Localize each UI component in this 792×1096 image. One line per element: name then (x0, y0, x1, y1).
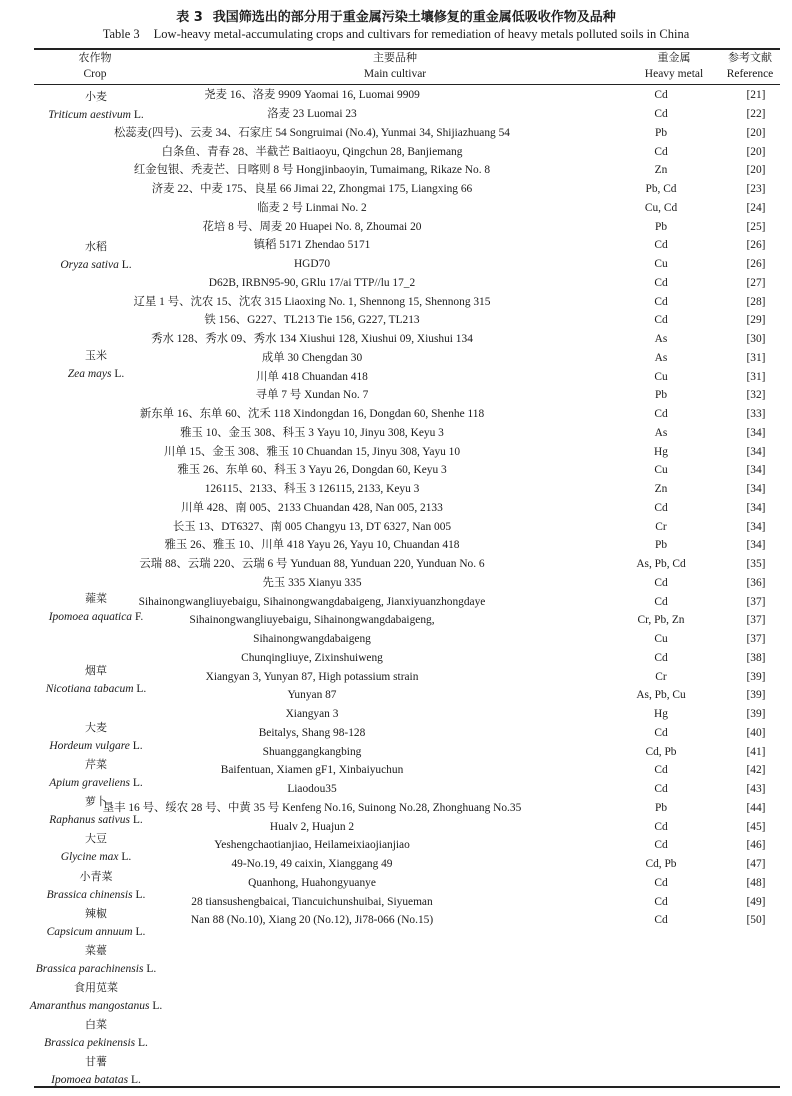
table-row (34, 161, 792, 180)
heavy-metal-cell: As (654, 333, 668, 346)
cultivar-cell: Hualv 2, Huajun 2 (269, 820, 355, 833)
heavy-metal-cell: Cd (654, 839, 668, 852)
crop-name-cn: 烟草 (85, 664, 107, 677)
cultivar-cell: Sihainongwangdabaigeng (253, 633, 371, 646)
cultivar-cell: 洛麦 23 Luomai 23 (267, 108, 357, 121)
heavy-metal-cell: Zn (654, 164, 668, 177)
crop-species: Brassica pekinensis (44, 1037, 136, 1049)
crop-species: Capsicum annuum (46, 926, 133, 938)
heavy-metal-cell: Cd (654, 876, 668, 889)
crop-name-latin (26, 1034, 166, 1052)
cultivar-cell: 花培 8 号、周麦 20 Huapei No. 8, Zhoumai 20 (202, 220, 422, 233)
crop-name-cn: 辣椒 (85, 907, 107, 920)
heavy-metal-cell: Cd (654, 501, 668, 514)
table-row (34, 311, 792, 330)
heavy-metal-cell: As, Pb, Cd (636, 558, 686, 571)
table-row (34, 236, 792, 255)
cultivar-cell: Yeshengchaotianjiao, Heilameixiaojianjiao (214, 839, 410, 852)
table-row (34, 761, 792, 780)
crop-name-latin (26, 997, 166, 1015)
cultivar-cell: Quanhong, Huahongyuanye (248, 876, 376, 889)
heavy-metal-cell: Zn (654, 483, 668, 496)
crop-name-cn: 食用苋菜 (74, 981, 118, 994)
crop-author: L. (136, 683, 147, 695)
reference-cell: [30] (746, 333, 766, 346)
reference-cell: [34] (746, 426, 766, 439)
table-row (34, 480, 792, 499)
reference-cell: [31] (746, 370, 766, 383)
cultivar-cell: 成单 30 Chengdan 30 (261, 351, 363, 364)
cultivar-cell: Yunyan 87 (287, 689, 337, 702)
heavy-metal-cell: Hg (654, 445, 668, 458)
crop-author: L. (121, 259, 132, 271)
reference-cell: [40] (746, 726, 766, 739)
reference-cell: [26] (746, 239, 766, 252)
heavy-metal-cell: Cd (654, 651, 668, 664)
table-row (34, 442, 792, 461)
crop-species: Raphanus sativus (49, 814, 131, 826)
crop-name-latin (26, 960, 166, 978)
reference-cell: [25] (746, 220, 766, 233)
cultivar-cell: 镇稻 5171 Zhendao 5171 (253, 239, 371, 252)
reference-cell: [47] (746, 858, 766, 871)
crop-author: L. (152, 1000, 163, 1012)
crop-label (26, 1016, 166, 1052)
header-metal-en: Heavy metal (644, 68, 704, 80)
cultivar-cell: 川单 15、金玉 308、雅玉 10 Chuandan 15, Jinyu 308, Yayu 10 (163, 445, 461, 458)
reference-cell: [50] (746, 914, 766, 927)
cultivar-cell: Sihainongwangliuyebaigu, Sihainongwangdabaigeng, Jianxiyuanzhongdaye (138, 595, 486, 608)
cultivar-cell: 济麦 22、中麦 175、良星 66 Jimai 22, Zhongmai 175, Liangxing 66 (151, 183, 473, 196)
reference-cell: [21] (746, 89, 766, 102)
heavy-metal-cell: As (654, 351, 668, 364)
table-row (34, 367, 792, 386)
crop-author: L. (132, 814, 143, 826)
table-row (34, 217, 792, 236)
heavy-metal-cell: Cd (654, 820, 668, 833)
heavy-metal-cell: Cd (654, 783, 668, 796)
table-row (34, 405, 792, 424)
table-caption-english (0, 27, 792, 42)
cultivar-cell: HGD70 (293, 258, 331, 271)
crop-species: Nicotiana tabacum (45, 683, 134, 695)
table-row (34, 686, 792, 705)
table-row (34, 574, 792, 593)
cultivar-cell: 28 tiansushengbaicai, Tiancuichunshuibai, Siyueman (191, 895, 433, 908)
heavy-metal-cell: Cd (654, 726, 668, 739)
reference-cell: [39] (746, 689, 766, 702)
table-row (34, 911, 792, 930)
table-row (34, 386, 792, 405)
reference-cell: [31] (746, 351, 766, 364)
cultivar-cell: 新东单 16、东单 60、沈禾 118 Xindongdan 16, Dongdan 60, Shenhe 118 (139, 408, 485, 421)
crop-label (26, 979, 166, 1015)
cultivar-cell: 寻单 7 号 Xundan No. 7 (255, 389, 369, 402)
crop-author: L. (133, 109, 144, 121)
cultivar-cell: 雅玉 26、东单 60、科玉 3 Yayu 26, Dongdan 60, Keyu 3 (177, 464, 447, 477)
reference-cell: [23] (746, 183, 766, 196)
cultivar-cell: 雅玉 26、雅玉 10、川单 418 Yayu 26, Yayu 10, Chuandan 418 (164, 539, 460, 552)
header-reference (718, 50, 782, 82)
crop-author: L. (132, 777, 143, 789)
table-label-en: Table 3 (102, 27, 140, 41)
crop-species: Ipomoea batatas (51, 1074, 129, 1086)
cultivar-cell: 铁 156、G227、TL213 Tie 156, G227, TL213 (204, 314, 420, 327)
heavy-metal-cell: Cd (654, 914, 668, 927)
header-cultivar-en: Main cultivar (363, 68, 427, 80)
table-row (34, 667, 792, 686)
heavy-metal-cell: Cu, Cd (644, 201, 678, 214)
crop-name-cn: 蕹菜 (85, 592, 107, 605)
heavy-metal-cell: Cd (654, 276, 668, 289)
cultivar-cell: Liaodou35 (287, 783, 337, 796)
heavy-metal-cell: Pb (654, 220, 668, 233)
crop-species: Glycine max (60, 851, 119, 863)
bottom-rule (34, 1086, 780, 1088)
table-row (34, 649, 792, 668)
reference-cell: [34] (746, 520, 766, 533)
header-crop (40, 50, 150, 82)
table-row (34, 611, 792, 630)
table-title-en: Low-heavy metal-accumulating crops and cultivars for remediation of heavy metals polluted soils in China (153, 27, 690, 41)
crop-author: L. (146, 963, 157, 975)
reference-cell: [39] (746, 708, 766, 721)
crop-species: Brassica parachinensis (35, 963, 144, 975)
reference-cell: [29] (746, 314, 766, 327)
table-row (34, 742, 792, 761)
crop-author: F. (134, 611, 144, 623)
table-row (34, 705, 792, 724)
reference-cell: [34] (746, 483, 766, 496)
table-row (34, 86, 792, 105)
table-row (34, 780, 792, 799)
heavy-metal-cell: Pb (654, 126, 668, 139)
header-crop-cn: 农作物 (78, 51, 112, 64)
reference-cell: [36] (746, 576, 766, 589)
crop-species: Zea mays (67, 368, 112, 380)
cultivar-cell: 49-No.19, 49 caixin, Xianggang 49 (231, 858, 393, 871)
crop-species: Apium graveliens (49, 777, 131, 789)
header-ref-en: Reference (726, 68, 774, 80)
table-row (34, 180, 792, 199)
reference-cell: [37] (746, 633, 766, 646)
crop-name-cn: 萝卜 (85, 795, 107, 808)
cultivar-cell: Shuanggangkangbing (262, 745, 362, 758)
reference-cell: [48] (746, 876, 766, 889)
heavy-metal-cell: Cu (654, 633, 668, 646)
reference-cell: [27] (746, 276, 766, 289)
heavy-metal-cell: As (654, 426, 668, 439)
cultivar-cell: 松蕊麦(四号)、云麦 34、石家庄 54 Songruimai (No.4), Yunmai 34, Shijiazhuang 54 (113, 126, 510, 139)
table-row (34, 499, 792, 518)
table-label-cn: 表 3 (176, 10, 203, 25)
reference-cell: [49] (746, 895, 766, 908)
heavy-metal-cell: Cr (655, 520, 667, 533)
header-metal-cn: 重金属 (657, 51, 691, 64)
crop-name-cn: 玉米 (85, 349, 107, 362)
reference-cell: [43] (746, 783, 766, 796)
heavy-metal-cell: Cd (654, 108, 668, 121)
cultivar-cell: 雅玉 10、金玉 308、科玉 3 Yayu 10, Jinyu 308, Keyu 3 (180, 426, 444, 439)
heavy-metal-cell: Cd, Pb (645, 745, 677, 758)
cultivar-cell: Xiangyan 3, Yunyan 87, High potassium strain (205, 670, 419, 683)
reference-cell: [45] (746, 820, 766, 833)
table-row (34, 724, 792, 743)
cultivar-cell: 白条鱼、青春 28、半截芒 Baitiaoyu, Qingchun 28, Banjiemang (161, 145, 463, 158)
heavy-metal-cell: As, Pb, Cu (636, 689, 686, 702)
header-ref-cn: 参考文献 (728, 51, 772, 64)
reference-cell: [20] (746, 126, 766, 139)
crop-name-cn: 芹菜 (85, 758, 107, 771)
cultivar-cell: Sihainongwangliuyebaigu, Sihainongwangdabaigeng, (189, 614, 435, 627)
crop-author: L. (130, 1074, 141, 1086)
heavy-metal-cell: Cu (654, 258, 668, 271)
cultivar-cell: 辽星 1 号、沈农 15、沈农 315 Liaoxing No. 1, Shennong 15, Shennong 315 (133, 295, 491, 308)
crop-species: Amaranthus mangostanus (29, 1000, 150, 1012)
cultivar-cell: Chunqingliuye, Zixinshuiweng (241, 651, 383, 664)
table-row (34, 349, 792, 368)
crop-label (26, 942, 166, 978)
header-cultivar-cn: 主要品种 (373, 51, 417, 64)
table-caption-chinese (0, 6, 792, 25)
crop-name-cn: 菜薹 (85, 944, 107, 957)
table-row (34, 536, 792, 555)
heavy-metal-cell: Cd (654, 295, 668, 308)
reference-cell: [33] (746, 408, 766, 421)
cultivar-cell: 垦丰 16 号、绥农 28 号、中黄 35 号 Kenfeng No.16, Suinong No.28, Zhonghuang No.35 (102, 801, 522, 814)
crop-species: Ipomoea aquatica (48, 611, 133, 623)
table-row (34, 592, 792, 611)
table-row (34, 799, 792, 818)
table-row (34, 199, 792, 218)
reference-cell: [26] (746, 258, 766, 271)
table-row (34, 124, 792, 143)
heavy-metal-cell: Cd (654, 89, 668, 102)
heavy-metal-cell: Cd (654, 764, 668, 777)
table-row (34, 517, 792, 536)
reference-cell: [20] (746, 164, 766, 177)
reference-cell: [28] (746, 295, 766, 308)
table-row (34, 892, 792, 911)
crop-author: L. (135, 889, 146, 901)
heavy-metal-cell: Cd (654, 576, 668, 589)
table-row (34, 461, 792, 480)
cultivar-cell: Xiangyan 3 (285, 708, 339, 721)
heavy-metal-cell: Pb (654, 389, 668, 402)
heavy-metal-cell: Cu (654, 464, 668, 477)
reference-cell: [32] (746, 389, 766, 402)
reference-cell: [42] (746, 764, 766, 777)
table-row (34, 855, 792, 874)
crop-name-cn: 水稻 (85, 240, 107, 253)
heavy-metal-cell: Pb (654, 801, 668, 814)
reference-cell: [34] (746, 464, 766, 477)
table-title-cn: 我国筛选出的部分用于重金属污染土壤修复的重金属低吸收作物及品种 (212, 10, 616, 25)
cultivar-cell: Nan 88 (No.10), Xiang 20 (No.12), Ji78-066 (No.15) (190, 914, 434, 927)
reference-cell: [38] (746, 651, 766, 664)
table-row (34, 330, 792, 349)
crop-species: Triticum aestivum (48, 109, 131, 121)
heavy-metal-cell: Cd (654, 895, 668, 908)
reference-cell: [37] (746, 614, 766, 627)
heavy-metal-cell: Cr (655, 670, 667, 683)
cultivar-cell: 长玉 13、DT6327、南 005 Changyu 13, DT 6327, Nan 005 (172, 520, 452, 533)
table-row (34, 142, 792, 161)
reference-cell: [24] (746, 201, 766, 214)
heavy-metal-cell: Cd (654, 239, 668, 252)
reference-cell: [34] (746, 445, 766, 458)
cultivar-cell: 红金包银、秃麦芒、日喀则 8 号 Hongjinbaoyin, Tumaimang, Rikaze No. 8 (133, 164, 491, 177)
crop-species: Oryza sativa (60, 259, 119, 271)
crop-species: Hordeum vulgare (49, 740, 130, 752)
heavy-metal-cell: Cd (654, 595, 668, 608)
heavy-metal-cell: Hg (654, 708, 668, 721)
crop-author: L. (138, 1037, 148, 1049)
crop-author: L. (135, 926, 146, 938)
reference-cell: [34] (746, 539, 766, 552)
cultivar-table (34, 86, 792, 930)
reference-cell: [46] (746, 839, 766, 852)
cultivar-cell: 秀水 128、秀水 09、秀水 134 Xiushui 128, Xiushui 09, Xiushui 134 (151, 333, 473, 346)
cultivar-cell: Beitalys, Shang 98-128 (258, 726, 366, 739)
table-row (34, 274, 792, 293)
crop-species: Brassica chinensis (46, 889, 133, 901)
cultivar-cell: Baifentuan, Xiamen gF1, Xinbaiyuchun (220, 764, 404, 777)
reference-cell: [37] (746, 595, 766, 608)
heavy-metal-cell: Pb (654, 539, 668, 552)
cultivar-cell: 临麦 2 号 Linmai No. 2 (257, 201, 367, 214)
table-body (34, 86, 792, 930)
reference-cell: [44] (746, 801, 766, 814)
cultivar-cell: D62B, IRBN95-90, GRlu 17/ai TTP//lu 17_2 (208, 276, 416, 289)
crop-author: L. (114, 368, 125, 380)
header-heavy-metal (626, 50, 722, 82)
table-row (34, 255, 792, 274)
crop-name-cn: 小青菜 (79, 870, 113, 883)
heavy-metal-cell: Cd (654, 145, 668, 158)
table-row (34, 836, 792, 855)
cultivar-cell: 川单 418 Chuandan 418 (256, 370, 368, 383)
reference-cell: [41] (746, 745, 766, 758)
table-row (34, 817, 792, 836)
table-row (34, 292, 792, 311)
crop-label (26, 1053, 166, 1089)
cultivar-cell: 川单 428、南 005、2133 Chuandan 428, Nan 005, 2133 (181, 501, 443, 514)
crop-author: L. (132, 740, 143, 752)
crop-name-cn: 白菜 (85, 1018, 107, 1031)
heavy-metal-cell: Pb, Cd (645, 183, 677, 196)
header-rule (34, 84, 780, 85)
reference-cell: [22] (746, 108, 766, 121)
reference-cell: [35] (746, 558, 766, 571)
crop-name-cn: 大豆 (85, 832, 107, 845)
table-row (34, 874, 792, 893)
cultivar-cell: 云瑞 88、云瑞 220、云瑞 6 号 Yunduan 88, Yunduan 220, Yunduan No. 6 (139, 558, 485, 571)
header-crop-en: Crop (83, 68, 107, 80)
table-row (34, 105, 792, 124)
heavy-metal-cell: Cr, Pb, Zn (637, 614, 685, 627)
reference-cell: [39] (746, 670, 766, 683)
heavy-metal-cell: Cd (654, 314, 668, 327)
cultivar-cell: 尧麦 16、洛麦 9909 Yaomai 16, Luomai 9909 (204, 89, 420, 102)
reference-cell: [34] (746, 501, 766, 514)
crop-name-cn: 大麦 (85, 721, 107, 734)
cultivar-cell: 126115、2133、科玉 3 126115, 2133, Keyu 3 (204, 483, 420, 496)
table-row (34, 630, 792, 649)
crop-name-cn: 小麦 (85, 90, 107, 103)
crop-name-cn: 甘薯 (85, 1055, 107, 1068)
heavy-metal-cell: Cd, Pb (645, 858, 677, 871)
heavy-metal-cell: Cu (654, 370, 668, 383)
heavy-metal-cell: Cd (654, 408, 668, 421)
table-row (34, 424, 792, 443)
cultivar-cell: 先玉 335 Xianyu 335 (262, 576, 362, 589)
table-row (34, 555, 792, 574)
header-cultivar (200, 50, 590, 82)
crop-author: L. (121, 851, 132, 863)
reference-cell: [20] (746, 145, 766, 158)
